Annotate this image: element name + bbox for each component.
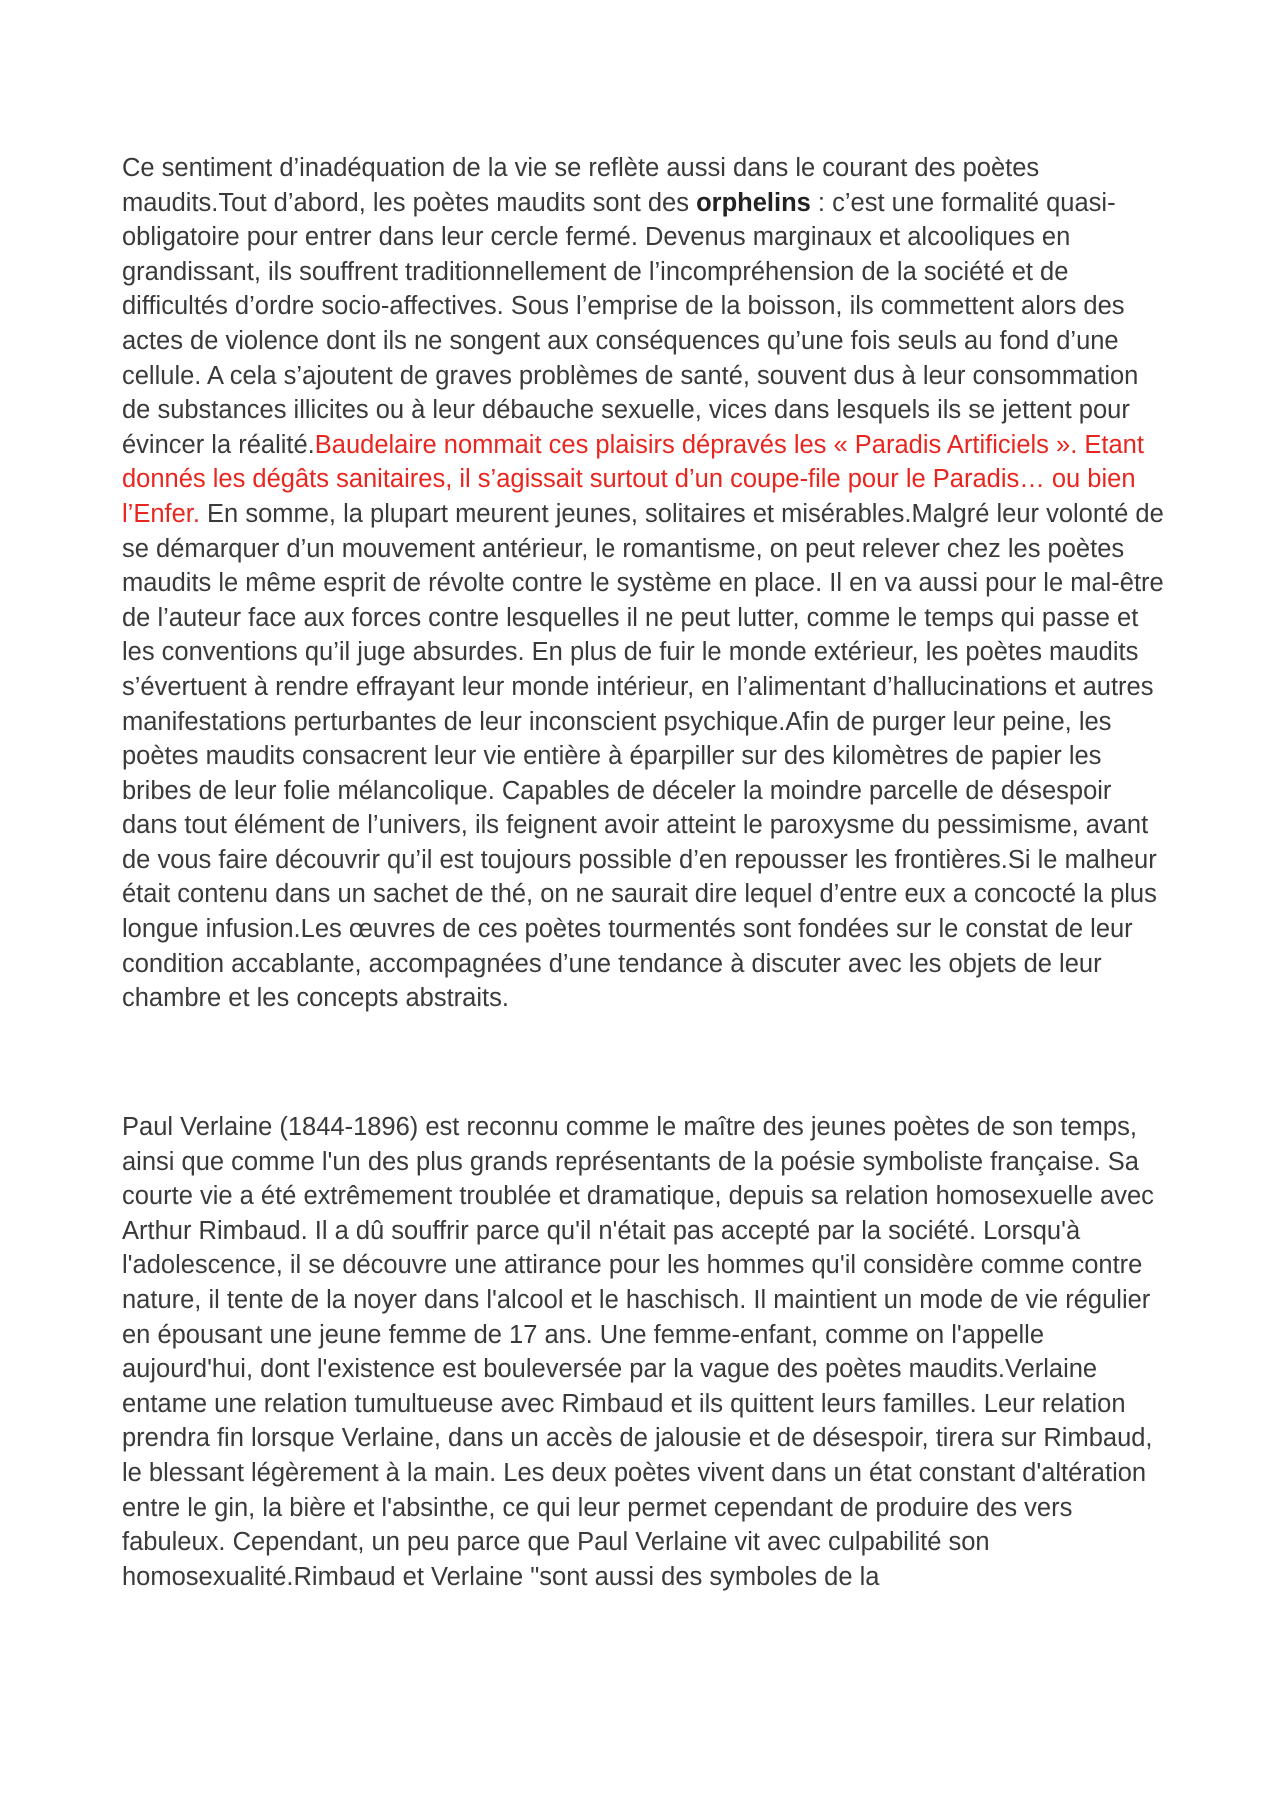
bold-term-orphelins: orphelins xyxy=(696,188,811,217)
text-segment: En somme, la plupart meurent jeunes, solitaires et misérables.Malgré leur volonté de se démarquer d’un mouvement antérieur, le romantisme, on peut relever chez les poètes maudits le même esprit de révolte contre le système en place. Il en va aussi pour le mal-être de l’auteur face aux forces contre lesquelles il ne peut lutter, comme le temps qui passe et les conventions qu’il juge absurdes. En plus de fuir le monde extérieur, les poètes maudits s’évertuent à rendre effrayant leur monde intérieur, en l’alimentant d’hallucinations et autres manifestations perturbantes de leur inconscient psychique.Afin de purger leur peine, les poètes maudits consacrent leur vie entière à éparpiller sur des kilomètres de papier les bribes de leur folie mélancolique. Capables de déceler la moindre parcelle de désespoir dans tout élément de l’univers, ils feignent avoir atteint le paroxysme du pessimisme, avant de vous faire découvrir qu’il est toujours possible d’en repousser les frontières.Si le malheur était contenu dans un sachet de thé, on ne saurait dire lequel d’entre eux a concocté la plus longue infusion.Les œuvres de ces poètes tourmentés sont fondées sur le constat de leur condition accablante, accompagnées d’une tendance à discuter avec les objets de leur chambre et les concepts abstraits. xyxy=(122,499,1164,1013)
paragraph-paul-verlaine xyxy=(122,1110,1168,1594)
text-segment: : c’est une formalité quasi-obligatoire pour entrer dans leur cercle fermé. Devenus marginaux et alcooliques en grandissant, ils souffrent traditionnellement de l’incompréhension de la société et de difficultés d’ordre socio-affectives. Sous l’emprise de la boisson, ils commettent alors des actes de violence dont ils ne songent aux conséquences qu’une fois seuls au fond d’une cellule. A cela s’ajoutent de graves problèmes de santé, souvent dus à leur consommation de substances illicites ou à leur débauche sexuelle, vices dans lesquels ils se jettent pour évincer la réalité. xyxy=(122,188,1139,459)
highlighted-red-text: Baudelaire nommait ces plaisirs dépravés les « Paradis Artificiels ». Etant donnés les dégâts sanitaires, il s’agissait surtout d’un coupe-file pour le Paradis… ou bien l’Enfer. xyxy=(122,430,1144,528)
text-segment: Paul Verlaine (1844-1896) est reconnu comme le maître des jeunes poètes de son temps, ainsi que comme l'un des plus grands représentants de la poésie symboliste française. Sa courte vie a été extrêmement troublée et dramatique, depuis sa relation homosexuelle avec Arthur Rimbaud. Il a dû souffrir parce qu'il n'était pas accepté par la société. Lorsqu'à l'adolescence, il se découvre une attirance pour les hommes qu'il considère comme contre nature, il tente de la noyer dans l'alcool et le haschisch. Il maintient un mode de vie régulier en épousant une jeune femme de 17 ans. Une femme-enfant, comme on l'appelle aujourd'hui, dont l'existence est bouleversée par la vague des poètes maudits.Verlaine entame une relation tumultueuse avec Rimbaud et ils quittent leurs familles. Leur relation prendra fin lorsque Verlaine, dans un accès de jalousie et de désespoir, tirera sur Rimbaud, le blessant légèrement à la main. Les deux poètes vivent dans un état constant d'altération entre le gin, la bière et l'absinthe, ce qui leur permet cependant de produire des vers fabuleux. Cependant, un peu parce que Paul Verlaine vit avec culpabilité son homosexualité.Rimbaud et Verlaine "sont aussi des symboles de la xyxy=(122,1113,1154,1591)
text-segment: Ce sentiment d’inadéquation de la vie se reflète aussi dans le courant des poètes maudits.Tout d’abord, les poètes maudits sont des xyxy=(122,154,1040,217)
paragraph-poetes-maudits xyxy=(122,151,1168,1016)
